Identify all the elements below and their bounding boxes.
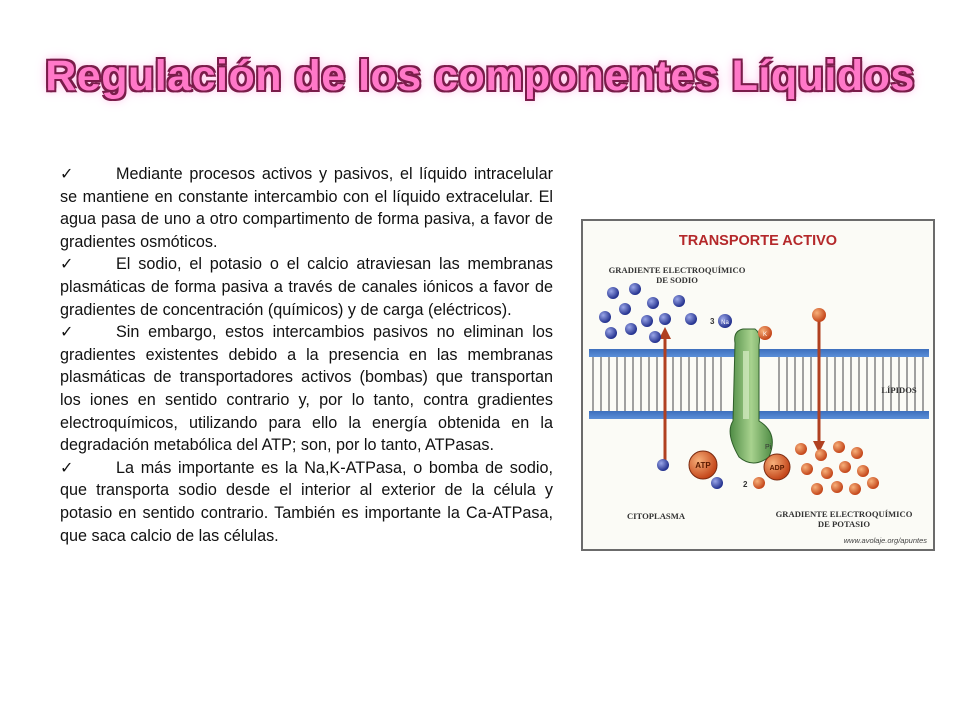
potassium-ion-top bbox=[758, 308, 826, 340]
svg-text:3: 3 bbox=[710, 317, 715, 326]
svg-text:Na: Na bbox=[721, 320, 729, 326]
check-icon: ✓ bbox=[60, 255, 74, 274]
bullet-list bbox=[60, 163, 553, 547]
bullet-text: El sodio, el potasio o el calcio atraviesan las membranas plasmáticas de forma pasiva a través de canales iónicos a favor de gradientes de concentración (químicos) y de carga (eléctricos). bbox=[60, 255, 553, 319]
potassium-arrow bbox=[813, 316, 825, 453]
svg-text:Pi: Pi bbox=[765, 444, 772, 451]
bullet-text: La más importante es la Na,K-ATPasa, o bomba de sodio, que transporta sodio desde el interior al exterior de la célula y potasio en sentido contrario. También es importante la Ca-ATPasa, que saca calcio de las células. bbox=[60, 458, 553, 545]
sodium-ion-pump bbox=[710, 314, 732, 328]
atp-molecule bbox=[689, 451, 717, 479]
check-icon: ✓ bbox=[60, 323, 74, 342]
svg-text:ADP: ADP bbox=[769, 465, 785, 472]
check-icon: ✓ bbox=[60, 458, 74, 477]
svg-text:2: 2 bbox=[743, 480, 748, 489]
bullet-text: Sin embargo, estos intercambios pasivos no eliminan los gradientes existentes debido a la presencia en las membranas plasmáticas de transportadores activos (bombas) que transportan los iones en sentido contrario y, por lo tanto, contra gradientes electroquímicos, utilizando para ello la energía obtenida en la degradación metabólica del ATP; son, por lo tanto, ATPasas. bbox=[60, 323, 553, 455]
potassium-ions-cluster bbox=[795, 441, 879, 495]
figure-title: TRANSPORTE ACTIVO bbox=[678, 233, 838, 249]
label-lipids: LÍPIDOS bbox=[881, 385, 917, 395]
bullet-item bbox=[60, 253, 553, 321]
active-transport-figure bbox=[581, 219, 935, 551]
label-potassium-line2: DE POTASIO bbox=[817, 519, 871, 529]
bullet-item bbox=[60, 457, 553, 547]
label-sodium-gradient bbox=[597, 265, 757, 285]
sodium-ions-cluster bbox=[599, 283, 697, 343]
label-potassium-line1: GRADIENTE ELECTROQUÍMICO bbox=[775, 509, 913, 519]
label-potassium-gradient bbox=[759, 509, 929, 529]
label-sodium-line2: DE SODIO bbox=[656, 275, 698, 285]
figure-source-url: www.avolaje.org/apuntes bbox=[843, 536, 927, 545]
check-icon: ✓ bbox=[60, 165, 74, 183]
bullet-item bbox=[60, 321, 553, 457]
slide-title: Regulación de los componentes Líquidos bbox=[45, 52, 915, 100]
bullet-item bbox=[60, 163, 553, 253]
label-cytoplasm: CITOPLASMA bbox=[626, 511, 686, 521]
svg-text:K: K bbox=[762, 332, 768, 338]
svg-text:ATP: ATP bbox=[695, 461, 711, 470]
sodium-arrow bbox=[659, 327, 671, 461]
bullet-text: Mediante procesos activos y pasivos, el líquido intracelular se mantiene en constante intercambio con el líquido extracelular. El agua pasa de uno a otro compartimento de forma pasiva, a favor de gradientes osmóticos. bbox=[60, 165, 553, 251]
label-sodium-line1: GRADIENTE ELECTROQUÍMICO bbox=[608, 265, 746, 275]
